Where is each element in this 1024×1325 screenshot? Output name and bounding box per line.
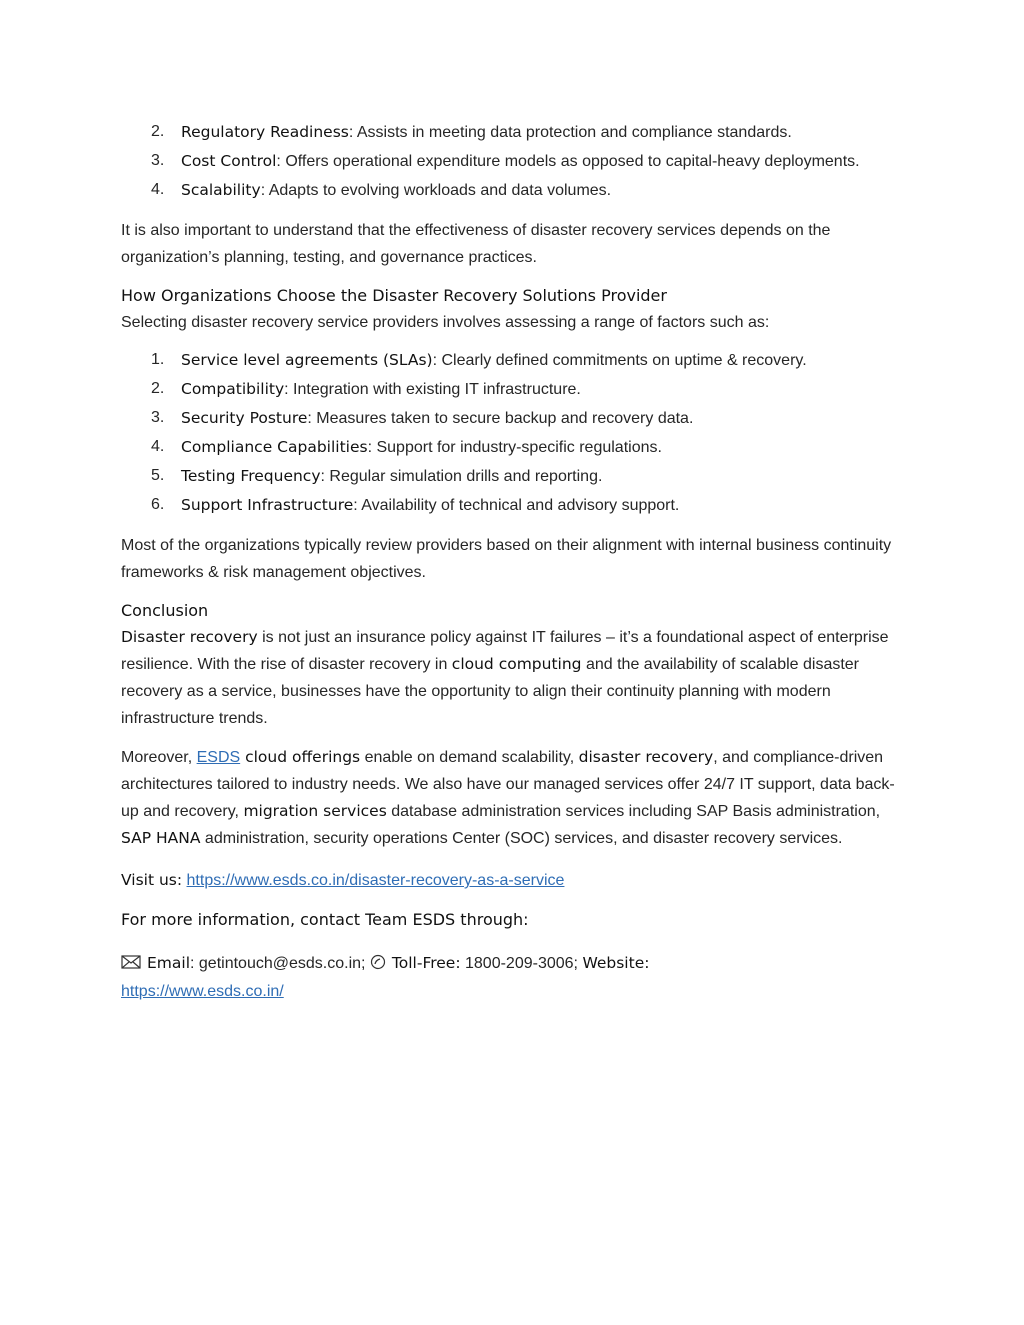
list-desc: : Regular simulation drills and reporting.	[320, 468, 603, 485]
text-run: , and compliance-driven architectures tailored to industry needs. We also have our managed services offer 24/7 IT support, data back-up and recovery,	[121, 749, 895, 820]
list-item	[121, 375, 911, 404]
list-number: 5.	[151, 467, 165, 484]
list-desc: : Integration with existing IT infrastructure.	[284, 381, 581, 398]
text-run: database administration services including SAP Basis administration,	[386, 803, 881, 820]
text-run: and the availability of scalable disaster recovery as a service, businesses have the opportunity to align their continuity planning with modern infrastructure trends.	[121, 656, 860, 727]
factors-list	[121, 346, 911, 520]
list-item	[121, 346, 911, 375]
text-run: administration, security operations Center (SOC) services, and disaster recovery services.	[200, 830, 843, 847]
document-body	[121, 118, 911, 1006]
envelope-icon	[121, 952, 141, 968]
paragraph-review-providers: Most of the organizations typically review providers based on their alignment with internal business continuity frameworks & risk management objectives.	[121, 537, 892, 581]
bold-term: cloud computing	[451, 655, 582, 673]
paragraph-effectiveness: It is also important to understand that the effectiveness of disaster recovery services depends on the organization’s planning, testing, and governance practices.	[121, 222, 831, 266]
list-term: Compliance Capabilities	[181, 438, 368, 456]
list-number: 4.	[151, 438, 165, 455]
bold-term: migration services	[243, 802, 387, 820]
text-run: enable on demand scalability,	[360, 749, 579, 766]
list-desc: : Support for industry-specific regulations.	[367, 439, 662, 456]
website-url-link[interactable]: https://www.esds.co.in/	[121, 983, 284, 1000]
list-term: Testing Frequency	[181, 467, 321, 485]
list-number: 2.	[151, 123, 165, 140]
phone-icon	[370, 952, 386, 968]
email-value: : getintouch@esds.co.in;	[190, 955, 370, 972]
list-term: Cost Control	[181, 152, 277, 170]
list-number: 6.	[151, 496, 165, 513]
list-desc: : Assists in meeting data protection and compliance standards.	[348, 124, 792, 141]
list-term: Support Infrastructure	[181, 496, 354, 514]
list-desc: : Availability of technical and advisory support.	[353, 497, 680, 514]
list-number: 4.	[151, 181, 165, 198]
bold-term: disaster recovery	[578, 748, 714, 766]
bold-term: SAP HANA	[121, 829, 201, 847]
list-term: Service level agreements (SLAs)	[181, 351, 433, 369]
website-label: Website:	[582, 954, 650, 972]
visit-label: Visit us:	[121, 871, 183, 889]
list-desc: : Measures taken to secure backup and recovery data.	[307, 410, 694, 427]
list-term: Compatibility	[181, 380, 285, 398]
list-term: Regulatory Readiness	[181, 123, 349, 141]
tollfree-label: Toll-Free:	[391, 954, 461, 972]
list-desc: : Clearly defined commitments on uptime & recovery.	[432, 352, 807, 369]
list-desc: : Adapts to evolving workloads and data volumes.	[260, 182, 612, 199]
list-item	[121, 118, 911, 147]
list-item	[121, 404, 911, 433]
section-heading-choose-provider: How Organizations Choose the Disaster Recovery Solutions Provider	[121, 286, 667, 305]
conclusion-paragraph-1	[121, 624, 911, 732]
contact-line	[121, 949, 911, 1006]
visit-line	[121, 866, 911, 895]
section-intro: Selecting disaster recovery service providers involves assessing a range of factors such as:	[121, 314, 770, 331]
email-label: Email	[147, 954, 191, 972]
list-item	[121, 147, 911, 176]
tollfree-value: 1800-209-3006;	[460, 955, 583, 972]
list-number: 2.	[151, 380, 165, 397]
list-item	[121, 176, 911, 205]
list-item	[121, 491, 911, 520]
list-desc: : Offers operational expenditure models as opposed to capital-heavy deployments.	[276, 153, 860, 170]
list-item	[121, 462, 911, 491]
visit-url-link[interactable]: https://www.esds.co.in/disaster-recovery-as-a-service	[186, 872, 565, 889]
esds-link[interactable]: ESDS	[196, 749, 241, 766]
list-number: 3.	[151, 409, 165, 426]
benefits-list	[121, 118, 911, 205]
list-number: 1.	[151, 351, 165, 368]
contact-heading: For more information, contact Team ESDS through:	[121, 910, 529, 929]
list-term: Scalability	[181, 181, 261, 199]
conclusion-heading: Conclusion	[121, 601, 209, 620]
bold-term: cloud offerings	[240, 748, 361, 766]
list-number: 3.	[151, 152, 165, 169]
text-run: is not just an insurance policy against IT failures – it’s a foundational aspect of enterprise resilience. With the rise of disaster recovery in	[121, 629, 889, 673]
list-term: Security Posture	[181, 409, 308, 427]
bold-term: Disaster recovery	[121, 628, 258, 646]
text-run: Moreover,	[121, 749, 197, 766]
conclusion-paragraph-2	[121, 744, 911, 852]
list-item	[121, 433, 911, 462]
